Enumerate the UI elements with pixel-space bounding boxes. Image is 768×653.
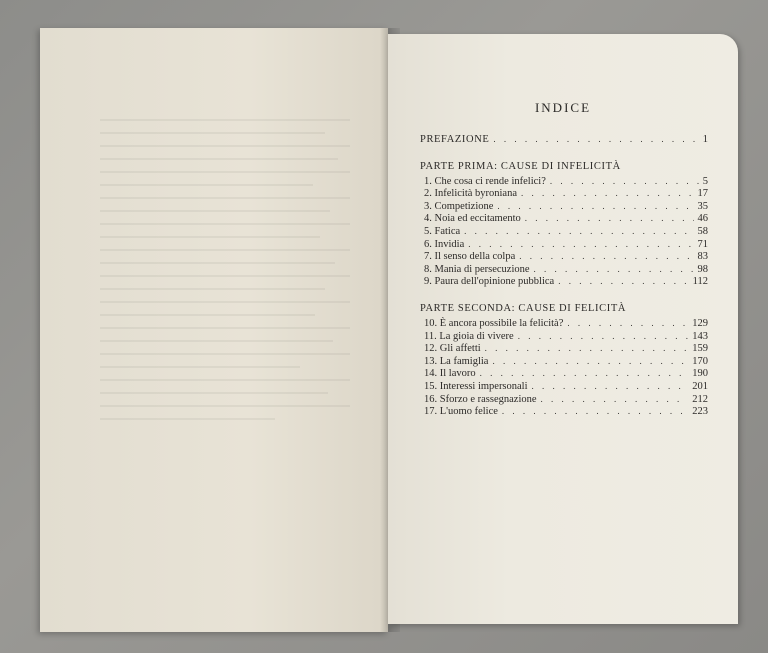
toc-preface-label: PREFAZIONE bbox=[420, 134, 490, 145]
toc-entry: 2. Infelicità byroniana . . . 17 bbox=[420, 188, 708, 201]
toc-entry: 14. Il lavoro . . . 190 bbox=[420, 368, 708, 381]
toc-entry: 10. È ancora possibile la felicità? . . . 129 bbox=[420, 318, 708, 331]
toc-preface bbox=[420, 134, 708, 147]
toc-entry: 15. Interessi impersonali . . . 201 bbox=[420, 381, 708, 394]
toc-entry: 16. Sforzo e rassegnazione . . . 212 bbox=[420, 394, 708, 407]
bleed-through-text bbox=[100, 108, 350, 431]
toc-entry: 4. Noia ed eccitamento . . . 46 bbox=[420, 213, 708, 226]
toc-entry: 6. Invidia . . . 71 bbox=[420, 239, 708, 252]
table-of-contents bbox=[420, 134, 708, 419]
index-title: INDICE bbox=[534, 100, 592, 115]
left-page bbox=[40, 28, 388, 632]
toc-entry: 13. La famiglia . . . 170 bbox=[420, 356, 708, 369]
toc-entry: 17. L'uomo felice . . . 223 bbox=[420, 406, 708, 419]
toc-entry: 1. Che cosa ci rende infelici? . . . 5 bbox=[420, 176, 708, 189]
leader-dots bbox=[493, 134, 698, 144]
toc-entry: 7. Il senso della colpa . . . 83 bbox=[420, 251, 708, 264]
part-1-heading: PARTE PRIMA: CAUSE DI INFELICITÀ bbox=[420, 160, 621, 172]
toc-entry: 8. Mania di persecuzione . . . 98 bbox=[420, 264, 708, 277]
toc-entry: 11. La gioia di vivere . . . 143 bbox=[420, 331, 708, 344]
toc-preface-page: 1 bbox=[702, 134, 708, 145]
right-page bbox=[388, 34, 738, 624]
toc-entry: 3. Competizione . . . 35 bbox=[420, 201, 708, 214]
toc-entry: 9. Paura dell'opinione pubblica . . . 112 bbox=[420, 276, 708, 289]
toc-entry: 12. Gli affetti . . . 159 bbox=[420, 343, 708, 356]
part-2-heading: PARTE SECONDA: CAUSE DI FELICITÀ bbox=[420, 302, 627, 314]
toc-entry: 5. Fatica . . . 58 bbox=[420, 226, 708, 239]
